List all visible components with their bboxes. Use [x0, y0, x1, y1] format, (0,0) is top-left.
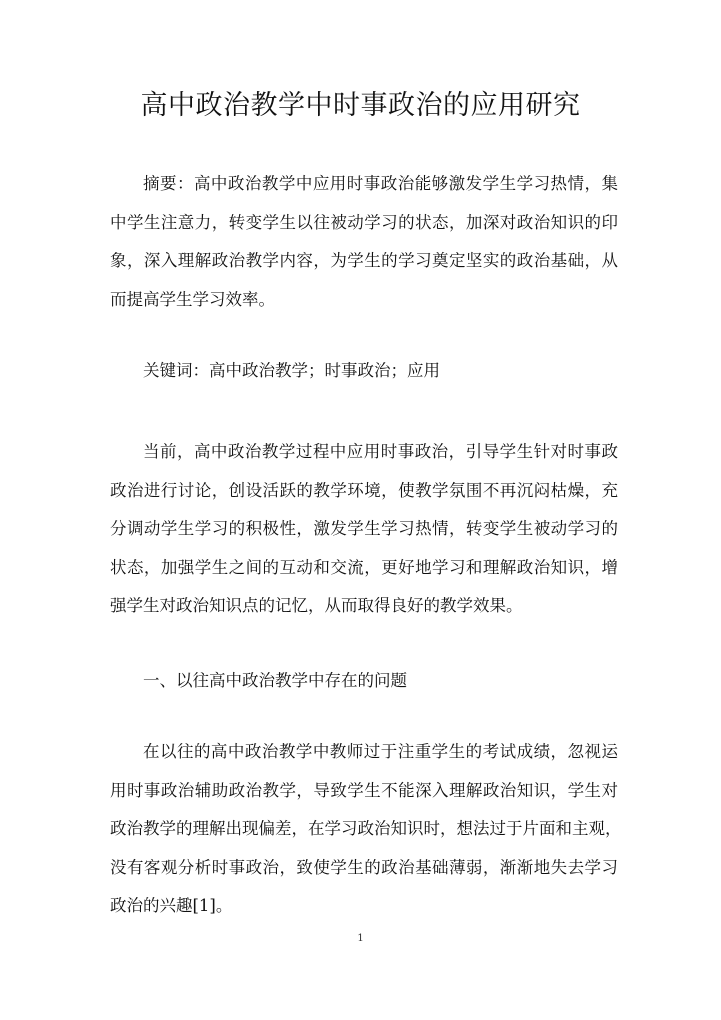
section1-line: 没有客观分析时事政治，致使学生的政治基础薄弱，渐渐地失去学习 — [110, 857, 618, 877]
intro-paragraph — [110, 433, 618, 626]
section1-line: 政治的兴趣[1]。 — [110, 896, 233, 915]
section-heading-text: 一、以往高中政治教学中存在的问题 — [143, 671, 407, 690]
abstract-line: 而提高学生学习效率。 — [110, 289, 275, 309]
intro-line: 强学生对政治知识点的记忆，从而取得良好的教学效果。 — [110, 596, 523, 615]
intro-line: 状态，加强学生之间的互动和交流，更好地学习和理解政治知识，增 — [110, 557, 618, 577]
section1-line: 在以往的高中政治教学中教师过于注重学生的考试成绩，忽视运 — [143, 742, 618, 761]
abstract-line: 象，深入理解政治教学内容，为学生的学习奠定坚实的政治基础，从 — [110, 251, 618, 270]
intro-line: 政治进行讨论，创设活跃的教学环境，使教学氛围不再沉闷枯燥，充 — [110, 480, 618, 500]
section1-line: 政治教学的理解出现偏差，在学习政治知识时，想法过于片面和主观， — [110, 819, 622, 838]
abstract-line: 中学生注意力，转变学生以往被动学习的状态，加深对政治知识的印 — [110, 212, 618, 232]
abstract-line: 摘要：高中政治教学中应用时事政治能够激发学生学习热情，集 — [143, 174, 618, 193]
keywords-text: 关键词：高中政治教学；时事政治；应用 — [143, 361, 440, 380]
intro-line: 分调动学生学习的积极性，激发学生学习热情，转变学生被动学习的 — [110, 519, 618, 538]
keywords-paragraph — [110, 352, 618, 391]
section1-line: 用时事政治辅助政治教学，导致学生不能深入理解政治知识，学生对 — [110, 780, 618, 800]
intro-line: 当前，高中政治教学过程中应用时事政治，引导学生针对时事政 — [143, 442, 618, 461]
page-number: 1 — [357, 933, 364, 944]
section-heading — [110, 662, 618, 701]
document-title: 高中政治教学中时事政治的应用研究 — [140, 90, 581, 121]
section1-paragraph — [110, 733, 622, 926]
abstract-paragraph — [110, 165, 618, 319]
